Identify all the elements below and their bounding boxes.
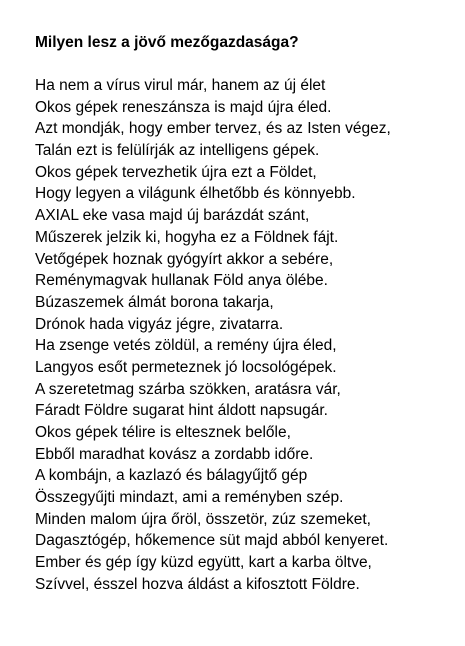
poem-line: Ebből maradhat kovász a zordabb időre. bbox=[35, 445, 314, 463]
poem-body bbox=[35, 75, 391, 596]
poem-line: Búzaszemek álmát borona takarja, bbox=[35, 293, 274, 311]
poem-line: Műszerek jelzik ki, hogyha ez a Földnek fájt. bbox=[35, 228, 339, 246]
poem-line: A kombájn, a kazlazó és bálagyűjtő gép bbox=[35, 467, 308, 485]
poem-line: Azt mondják, hogy ember tervez, és az Isten végez, bbox=[35, 120, 391, 138]
poem-line: Összegyűjti mindazt, ami a reményben szép. bbox=[35, 489, 344, 507]
poem-line: Drónok hada vigyáz jégre, zivatarra. bbox=[35, 315, 284, 333]
poem-line: Minden malom újra őröl, összetör, zúz szemeket, bbox=[35, 510, 371, 528]
poem-line: AXIAL eke vasa majd új barázdát szánt, bbox=[35, 207, 310, 225]
poem-line: Szívvel, ésszel hozva áldást a kifosztott Földre. bbox=[35, 575, 360, 593]
poem-line: Ha nem a vírus virul már, hanem az új élet bbox=[35, 77, 326, 94]
poem-line: Ember és gép így küzd együtt, kart a karba öltve, bbox=[35, 554, 372, 572]
poem-line: Okos gépek reneszánsza is majd újra éled. bbox=[35, 98, 332, 116]
poem-line: Hogy legyen a világunk élhetőbb és könnyebb. bbox=[35, 185, 356, 203]
poem-line: Okos gépek tervezhetik újra ezt a Földet, bbox=[35, 163, 317, 181]
poem-line: A szeretetmag szárba szökken, aratásra vár, bbox=[35, 380, 341, 398]
poem-line: Fáradt Földre sugarat hint áldott napsugár. bbox=[35, 402, 328, 420]
poem-line: Okos gépek télire is eltesznek belőle, bbox=[35, 424, 291, 441]
poem-title: Milyen lesz a jövő mezőgazdasága? bbox=[35, 34, 299, 51]
poem-line: Vetőgépek hoznak gyógyírt akkor a sebére, bbox=[35, 250, 334, 268]
poem-line: Talán ezt is felülírják az intelligens gépek. bbox=[35, 142, 320, 160]
poem-line: Ha zsenge vetés zöldül, a remény újra éled, bbox=[35, 337, 337, 355]
poem-line: Langyos esőt permeteznek jó locsológépek. bbox=[35, 358, 337, 376]
poem-line: Dagasztógép, hőkemence süt majd abból kenyeret. bbox=[35, 532, 389, 550]
poem-line: Reménymagvak hullanak Föld anya ölébe. bbox=[35, 272, 328, 290]
